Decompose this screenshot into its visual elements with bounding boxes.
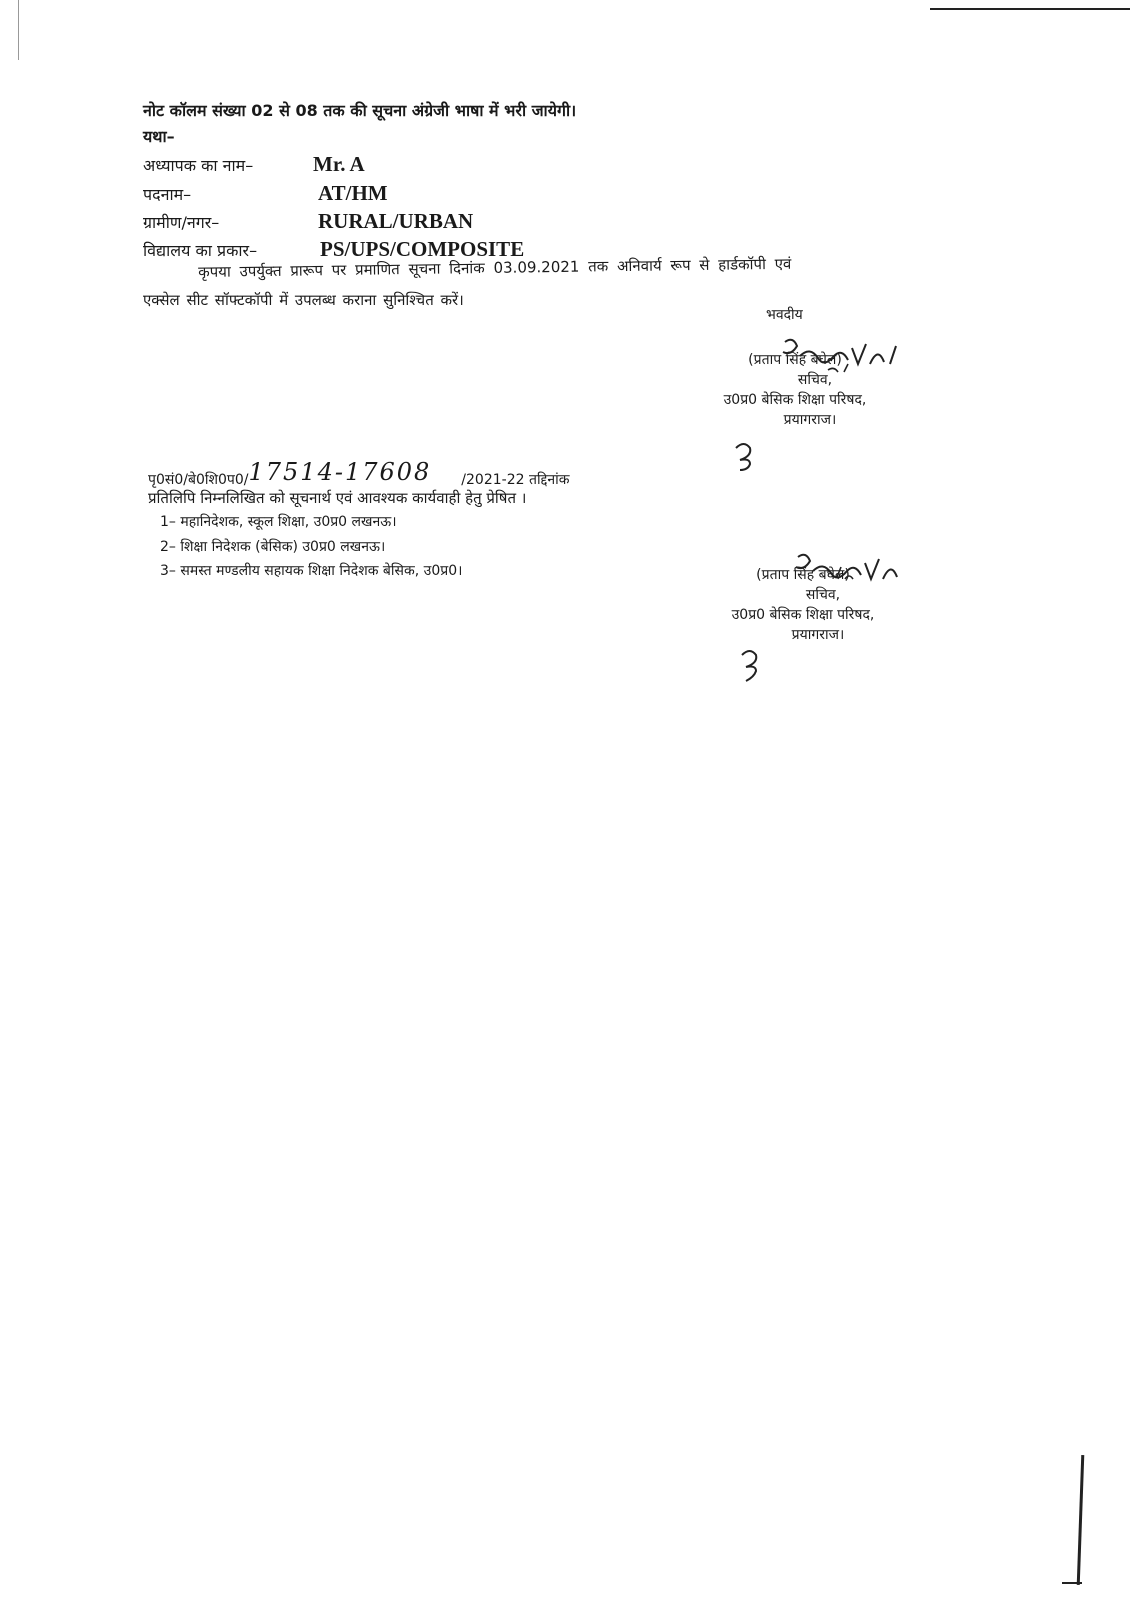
field-value-school-type: PS/UPS/COMPOSITE [320,237,525,261]
copy-item-2: 2– शिक्षा निदेशक (बेसिक) उ0प्र0 लखनऊ। [160,539,386,555]
field-label-designation: पदनाम– [143,185,192,204]
body-line-1: कृपया उपर्युक्त प्रारूप पर प्रमाणित सूचना दिनांक 03.09.2021 तक अनिवार्य रूप से हार्डकॉपी एवं [198,254,792,281]
signature-2-designation: सचिव, [805,587,841,603]
signature-block-2 [698,565,908,645]
field-value-teacher-name: Mr. A [313,152,365,176]
field-value-rural-urban: RURAL/URBAN [318,209,474,233]
field-value-designation: AT/HM [318,181,388,205]
initial-mark-icon [730,440,760,472]
copy-item-1: 1– महानिदेशक, स्कूल शिक्षा, उ0प्र0 लखनऊ। [160,514,397,530]
copy-item-3: 3– समस्त मण्डलीय सहायक शिक्षा निदेशक बेसिक, उ0प्र0। [160,563,463,579]
initial-mark-icon [736,647,766,687]
reference-number: 17514-17608 [248,458,432,486]
signature-2-name: (प्रताप सिंह बघेल) [756,567,850,583]
scan-edge-line [930,8,1130,10]
reference-line [148,458,570,490]
reference-suffix: /2021-22 तद्दिनांक [461,472,570,488]
signature-2-org: उ0प्र0 बेसिक शिक्षा परिषद, [731,607,875,623]
signature-1-org: उ0प्र0 बेसिक शिक्षा परिषद, [723,392,867,408]
closing-yours: भवदीय [766,307,803,323]
copy-intro: प्रतिलिपि निम्नलिखित को सूचनार्थ एवं आवश्यक कार्यवाही हेतु प्रेषित । [148,489,527,507]
reference-prefix: पृ0सं0/बे0शि0प0/ [148,472,249,488]
signature-1-designation: सचिव, [797,372,833,388]
signature-1-city: प्रयागराज। [783,412,837,428]
body-line-2: एक्सेल सीट सॉफ्टकॉपी में उपलब्ध कराना सुनिश्चित करें। [143,291,464,309]
field-label-teacher-name: अध्यापक का नाम– [143,156,254,175]
field-label-school-type: विद्यालय का प्रकार– [143,241,258,260]
yatha-label: यथा– [143,127,175,146]
scan-margin-foot [1062,1582,1082,1584]
signature-1-name: (प्रताप सिंह बघेल) [748,352,842,368]
scan-margin-mark [1077,1455,1085,1585]
note-line: नोट कॉलम संख्या 02 से 08 तक की सूचना अंग्रेजी भाषा में भरी जायेगी। [143,101,577,120]
signature-2-city: प्रयागराज। [791,627,845,643]
field-label-rural-urban: ग्रामीण/नगर– [143,213,220,232]
scan-edge-mark [18,0,19,60]
signature-block-1 [690,350,900,430]
